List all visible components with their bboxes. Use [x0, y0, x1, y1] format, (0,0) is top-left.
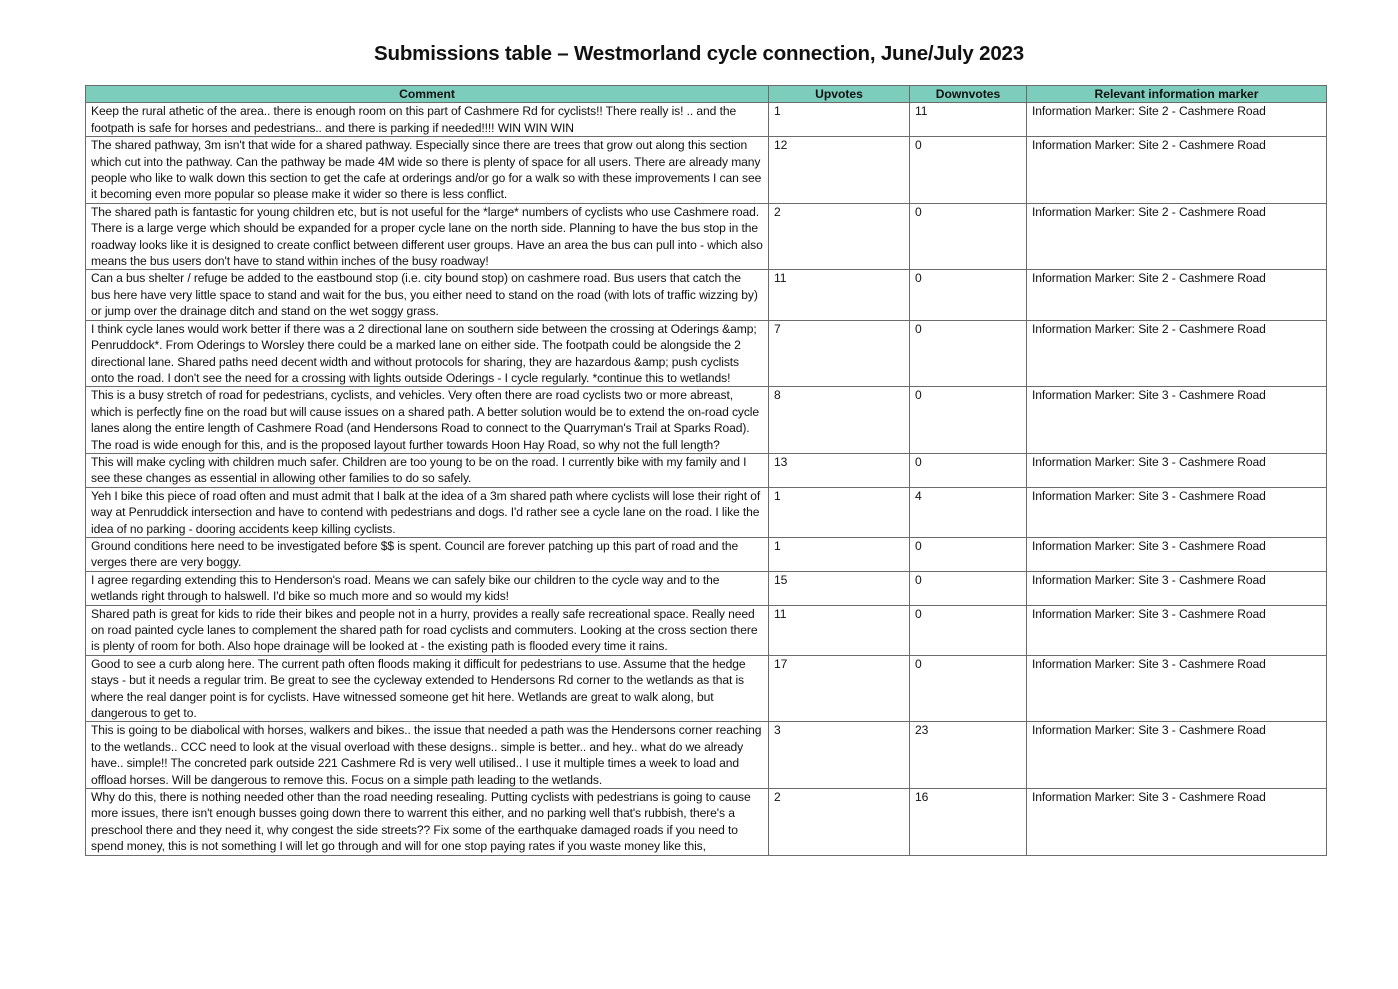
marker-cell: Information Marker: Site 3 - Cashmere Road	[1027, 789, 1327, 856]
upvotes-cell: 11	[769, 605, 910, 655]
upvotes-cell: 13	[769, 453, 910, 487]
comment-cell: I agree regarding extending this to Henderson's road. Means we can safely bike our children to the cycle way and to the wetlands right through to halswell. I'd bike so much more and so would my kids!	[86, 571, 769, 605]
upvotes-cell: 1	[769, 103, 910, 137]
table-header-row	[86, 86, 1327, 103]
comment-cell: The shared pathway, 3m isn't that wide for a shared pathway. Especially since there are trees that grow out along this section which cut into the pathway. Can the pathway be made 4M wide so there is plenty of space for all users. There are already many people who like to walk down this section to get the cafe at orderings and/or go for a walk so with these improvements I can see it becoming even more popular so please make it wider so there is less conflict.	[86, 137, 769, 204]
table-row	[86, 453, 1327, 487]
comment-cell: Shared path is great for kids to ride their bikes and people not in a hurry, provides a really safe recreational space. Really need on road painted cycle lanes to complement the shared path for road cyclists and commuters. Looking at the cross section there is plenty of room for both. Also hope drainage will be looked at - the existing path is flooded every time it rains.	[86, 605, 769, 655]
marker-cell: Information Marker: Site 3 - Cashmere Road	[1027, 571, 1327, 605]
downvotes-cell: 0	[910, 655, 1027, 722]
table-row	[86, 137, 1327, 204]
marker-cell: Information Marker: Site 2 - Cashmere Road	[1027, 203, 1327, 270]
table-row	[86, 655, 1327, 722]
downvotes-cell: 0	[910, 453, 1027, 487]
table-row	[86, 722, 1327, 789]
downvotes-cell: 0	[910, 203, 1027, 270]
marker-cell: Information Marker: Site 2 - Cashmere Road	[1027, 320, 1327, 387]
page-title: Submissions table – Westmorland cycle connection, June/July 2023	[374, 42, 1024, 65]
upvotes-cell: 2	[769, 203, 910, 270]
comment-cell: This is a busy stretch of road for pedestrians, cyclists, and vehicles. Very often there are road cyclists two or more abreast, which is perfectly fine on the road but will cause issues on a shared path. A better solution would be to extend the on-road cycle lanes along the entire length of Cashmere Road (and Hendersons Road to connect to the Quarryman's Trail at Sparks Road). The road is wide enough for this, and is the proposed layout further towards Hoon Hay Road, so why not the full length?	[86, 387, 769, 454]
column-header-downvotes: Downvotes	[910, 86, 1027, 103]
marker-cell: Information Marker: Site 3 - Cashmere Road	[1027, 537, 1327, 571]
downvotes-cell: 0	[910, 537, 1027, 571]
table-row	[86, 571, 1327, 605]
marker-cell: Information Marker: Site 3 - Cashmere Road	[1027, 655, 1327, 722]
table-row	[86, 203, 1327, 270]
table-row	[86, 320, 1327, 387]
upvotes-cell: 1	[769, 537, 910, 571]
comment-cell: This is going to be diabolical with horses, walkers and bikes.. the issue that needed a path was the Hendersons corner reaching to the wetlands.. CCC need to look at the visual overload with these designs.. simple is better.. and hey.. what do we already have.. simple!! The concreted park outside 221 Cashmere Rd is very well utilised.. I use it multiple times a week to load and offload horses. Will be dangerous to remove this. Focus on a simple path leading to the wetlands.	[86, 722, 769, 789]
table-body	[86, 103, 1327, 855]
comment-cell: The shared path is fantastic for young children etc, but is not useful for the *large* numbers of cyclists who use Cashmere road. There is a large verge which should be expanded for a proper cycle lane on the north side. Planning to have the bus stop in the roadway looks like it is designed to create conflict between different user groups. Have an area the bus can pull into - which also means the bus users don't have to stand within inches of the busy roadway!	[86, 203, 769, 270]
upvotes-cell: 3	[769, 722, 910, 789]
table-row	[86, 605, 1327, 655]
upvotes-cell: 11	[769, 270, 910, 320]
downvotes-cell: 4	[910, 487, 1027, 537]
marker-cell: Information Marker: Site 3 - Cashmere Road	[1027, 387, 1327, 454]
marker-cell: Information Marker: Site 2 - Cashmere Road	[1027, 137, 1327, 204]
submissions-table	[85, 85, 1327, 856]
downvotes-cell: 0	[910, 605, 1027, 655]
column-header-marker: Relevant information marker	[1027, 86, 1327, 103]
downvotes-cell: 0	[910, 387, 1027, 454]
downvotes-cell: 16	[910, 789, 1027, 856]
table-row	[86, 537, 1327, 571]
comment-cell: Yeh I bike this piece of road often and must admit that I balk at the idea of a 3m shared path where cyclists will lose their right of way at Penruddick intersection and have to contend with pedestrians and dogs. I'd rather see a cycle lane on the road. I like the idea of no parking - dooring accidents keep killing cyclists.	[86, 487, 769, 537]
upvotes-cell: 7	[769, 320, 910, 387]
comment-cell: Good to see a curb along here. The current path often floods making it difficult for pedestrians to use. Assume that the hedge stays - but it needs a regular trim. Be great to see the cycleway extended to Hendersons Rd corner to the wetlands as that is where the real danger point is for cyclists. Have witnessed someone get hit here. Wetlands are great to walk along, but dangerous to get to.	[86, 655, 769, 722]
downvotes-cell: 0	[910, 270, 1027, 320]
column-header-upvotes: Upvotes	[769, 86, 910, 103]
table-row	[86, 270, 1327, 320]
comment-cell: Keep the rural athetic of the area.. there is enough room on this part of Cashmere Rd for cyclists!! There really is! .. and the footpath is safe for horses and pedestrians.. and there is parking if needed!!!! WIN WIN WIN	[86, 103, 769, 137]
table-row	[86, 103, 1327, 137]
downvotes-cell: 0	[910, 320, 1027, 387]
comment-cell: This will make cycling with children much safer. Children are too young to be on the road. I currently bike with my family and I see these changes as essential in allowing other families to do so safely.	[86, 453, 769, 487]
upvotes-cell: 8	[769, 387, 910, 454]
upvotes-cell: 15	[769, 571, 910, 605]
table-row	[86, 487, 1327, 537]
downvotes-cell: 0	[910, 571, 1027, 605]
downvotes-cell: 11	[910, 103, 1027, 137]
marker-cell: Information Marker: Site 3 - Cashmere Road	[1027, 453, 1327, 487]
column-header-comment: Comment	[86, 86, 769, 103]
marker-cell: Information Marker: Site 3 - Cashmere Road	[1027, 722, 1327, 789]
comment-cell: Can a bus shelter / refuge be added to the eastbound stop (i.e. city bound stop) on cashmere road. Bus users that catch the bus here have very little space to stand and wait for the bus, you either need to stand on the road (with lots of traffic wizzing by) or jump over the drainage ditch and stand on the wet soggy grass.	[86, 270, 769, 320]
upvotes-cell: 12	[769, 137, 910, 204]
comment-cell: Why do this, there is nothing needed other than the road needing resealing. Putting cyclists with pedestrians is going to cause more issues, there isn't enough busses going down there to warrent this either, and no parking well that's rubbish, there's a preschool there and they need it, why congest the side streets?? Fix some of the earthquake damaged roads if you need to spend money, this is not something I will let go through and will for one stop paying rates if you waste money like this,	[86, 789, 769, 856]
upvotes-cell: 17	[769, 655, 910, 722]
marker-cell: Information Marker: Site 3 - Cashmere Road	[1027, 605, 1327, 655]
upvotes-cell: 2	[769, 789, 910, 856]
upvotes-cell: 1	[769, 487, 910, 537]
marker-cell: Information Marker: Site 2 - Cashmere Road	[1027, 103, 1327, 137]
table-row	[86, 789, 1327, 856]
marker-cell: Information Marker: Site 3 - Cashmere Road	[1027, 487, 1327, 537]
comment-cell: I think cycle lanes would work better if there was a 2 directional lane on southern side between the crossing at Oderings &amp; Penruddock*. From Oderings to Worsley there could be a marked lane on either side. The footpath could be alongside the 2 directional lane. Shared paths need decent width and without protocols for sharing, they are hazardous &amp; push cyclists onto the road. I don't see the need for a crossing with lights outside Oderings - I cycle regularly. *continue this to wetlands!	[86, 320, 769, 387]
downvotes-cell: 23	[910, 722, 1027, 789]
marker-cell: Information Marker: Site 2 - Cashmere Road	[1027, 270, 1327, 320]
table-row	[86, 387, 1327, 454]
comment-cell: Ground conditions here need to be investigated before $$ is spent. Council are forever patching up this part of road and the verges there are very boggy.	[86, 537, 769, 571]
downvotes-cell: 0	[910, 137, 1027, 204]
